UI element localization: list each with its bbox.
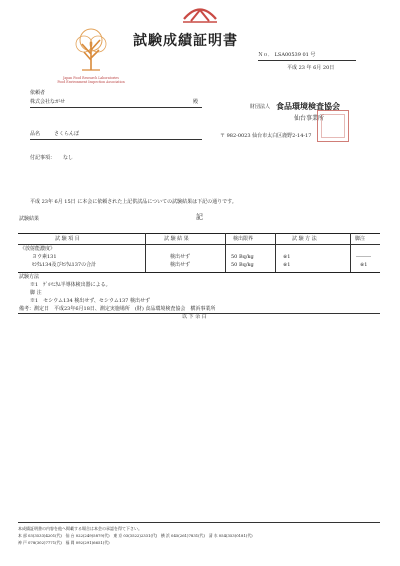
client-label: 依頼者 — [30, 90, 46, 96]
statement-text: 平成 23年 6月 15日 に本会に依頼された上記供試品についての試験結果は下記の通りです。 — [30, 199, 237, 205]
end-mark: 以 下 余 白 — [182, 314, 207, 320]
row-limit: 50 Bq/kg — [231, 254, 254, 260]
issuer-prefix: 財団法人 — [250, 104, 271, 110]
methods-label: 試験方法 — [19, 274, 40, 280]
row-note: ※1 — [360, 262, 368, 268]
ki-mark: 記 — [196, 213, 203, 221]
row-result: 検出せず — [170, 262, 191, 268]
row-limit: 50 Bq/kg — [231, 262, 254, 268]
issue-date: 平成 23 年 6月 20日 — [287, 65, 335, 71]
logo-caption-2: Food Environment Inspection Association — [57, 80, 125, 84]
col-header-result: 試 験 結 果 — [164, 236, 189, 242]
official-seal-stamp-inner — [321, 114, 345, 138]
product-name: さくらんぼ — [54, 131, 80, 137]
logo-caption-1: Japan Food Research Laboratories — [63, 76, 119, 80]
row-method: ※1 — [283, 254, 291, 260]
footnote-line: ※1 セシウム134 検出せず、セシウム137 検出せず — [30, 298, 150, 304]
footer-notice: 本成績証明書の内容を他へ掲載する場合は本会の承認を得て下さい。 — [18, 526, 142, 531]
tree-logo-icon — [56, 26, 126, 72]
issuer-branch: 仙台事業所 — [294, 115, 325, 122]
col-header-method: 試 験 方 法 — [292, 236, 317, 242]
client-name: 株式会社ながせ — [30, 99, 66, 105]
notes-value: なし — [63, 155, 74, 161]
table-row — [0, 262, 400, 269]
footer-offices-line-2: 神 戸 078(302)7771(代) 福 岡 092(291)6651(代) — [18, 540, 110, 545]
col-header-limit: 検出限界 — [233, 236, 254, 242]
doc-number-label: Ｎｏ． — [258, 52, 274, 58]
notes-label: 付記事項： — [30, 155, 56, 161]
document-title: 試験成績証明書 — [133, 33, 238, 49]
footnote-label: 脚 注 — [30, 290, 42, 296]
row-note: ――― — [356, 254, 371, 260]
table-row — [0, 254, 400, 261]
issuer-name: 食品環境検査協会 — [276, 101, 340, 111]
row-item: ｾｼｳﾑ134及びｾｼｳﾑ137の合計 — [32, 262, 97, 268]
top-emblem-icon — [181, 4, 219, 24]
row-item: ヨウ素131 — [32, 254, 57, 260]
row-method: ※1 — [283, 262, 291, 268]
footer-offices-line-1: 本 部 03(3533)4201(代) 仙 台 022(249)5879(代) 東 京 03(3522)2331(代) 横 浜 045(261)7831(代) 清 水 054(353)0181(代) — [18, 533, 253, 538]
col-header-note: 脚注 — [355, 236, 366, 242]
document-number — [258, 52, 315, 58]
methods-line: ※1 ｹﾞﾙﾏﾆｳﾑ半導体検出器による。 — [30, 282, 111, 288]
doc-number-value: LSA00539 — [274, 52, 301, 58]
client-honorific: 殿 — [193, 99, 199, 105]
col-header-item: 試 験 項 目 — [55, 236, 80, 242]
issuer-address: 〒 982-0023 仙台市太白区鹿野2-14-17 — [220, 133, 312, 139]
product-label: 品名 — [30, 131, 41, 137]
table-group-label: 《放射能濃度》 — [20, 246, 56, 252]
organization-logo — [56, 26, 126, 84]
remarks-text: 備考：測定日 平成23年6月18日、測定実施場所 (財) 食品環境検査協会 横浜事業所 — [19, 306, 216, 312]
results-title: 試験結果 — [19, 216, 40, 222]
row-result: 検出せず — [170, 254, 191, 260]
doc-number-suffix: 01 号 — [302, 52, 316, 58]
